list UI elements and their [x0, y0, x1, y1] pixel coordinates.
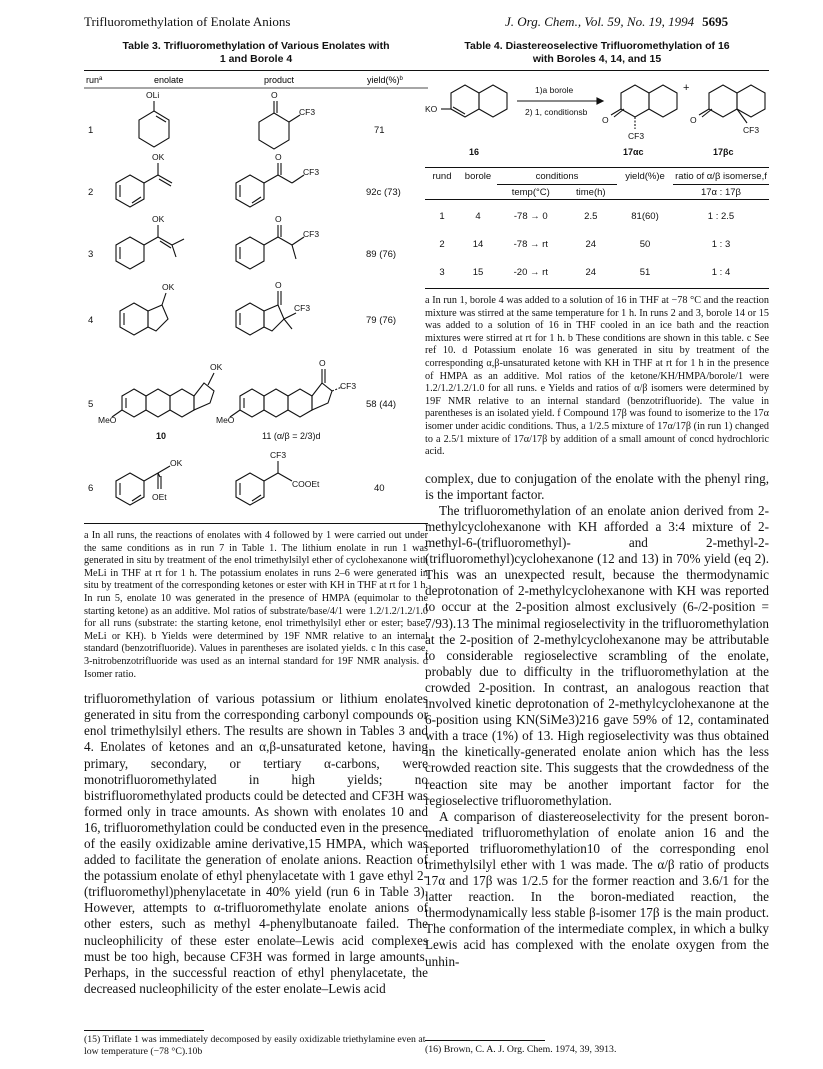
- t3-enolate-5-num: 10: [156, 431, 167, 441]
- t3-enolate-5-meo: MeO: [98, 415, 117, 425]
- t3-enolate-6-label2: OEt: [152, 492, 167, 502]
- right-body-text: [425, 471, 769, 970]
- right-paragraph-1: complex, due to conjugation of the enolate with the phenyl ring, is the important factor.: [425, 470, 769, 502]
- t3-product-3-o: O: [275, 214, 282, 224]
- row3-product-structure: [236, 225, 304, 269]
- footnote-16: (16) Brown, C. A. J. Org. Chem. 1974, 39, 3913.: [425, 1044, 617, 1055]
- t3-h-run: run$^a$: [86, 75, 103, 85]
- t3-run-4: 4: [88, 315, 94, 326]
- running-title: Trifluoromethylation of Enolate Anions: [84, 14, 291, 29]
- t3-run-1: 1: [88, 125, 94, 136]
- t3-product-5-o: O: [319, 358, 326, 368]
- row4-product-structure: [236, 291, 296, 335]
- t3-product-4-o: O: [275, 280, 282, 290]
- table3-figure: [84, 71, 428, 469]
- table4-scheme: [425, 71, 769, 167]
- t3-product-2-label: CF3: [303, 167, 320, 177]
- t3-product-5-label: CF3: [340, 381, 357, 391]
- t4-h-borole: borole: [464, 170, 492, 182]
- t4-h-ratio-sub: 17α : 17β: [700, 186, 741, 198]
- row4-enolate-structure: [120, 293, 168, 335]
- row2-product-structure: [236, 163, 304, 207]
- table4-caption: Table 4. Diastereoselective Trifluoromethylation of 16 with Boroles 4, 14, and 15: [464, 40, 730, 65]
- t3-enolate-5-label: OK: [210, 362, 223, 372]
- t3-product-6-label2: COOEt: [292, 479, 320, 489]
- t3-product-2-o: O: [275, 152, 282, 162]
- t4-step-1: 1)a borole: [535, 85, 574, 95]
- footnote-15: (15) Triflate 1 was immediately decomposed by easily oxidizable triethylamine even at low temperature (−78 °C).10b: [84, 1034, 426, 1057]
- t4-p1-o: O: [602, 115, 609, 125]
- right-paragraph-3: A comparison of diastereoselectivity for the present boron-mediated trifluoromethylation of enolate anion 16 and the reported trifluoromethylation10 of the corresponding enol trimethylsilyl ether with 1 was made. The α/β ratio of products 17α and 17β was 1/2.5 for the former reaction and 3.6/1 for the latter reaction. In the boron-mediated reaction, the thermodynamically less stable β-isomer 17β is the main product. The conformation of the intermediate complex, in which a bulky Lewis acid has complexed with the enolate oxygen from the unhin-: [425, 808, 769, 969]
- table4-data: [425, 168, 769, 286]
- t3-h-yield: yield(%)$^b$: [367, 75, 403, 85]
- t4-p2-o: O: [690, 115, 697, 125]
- t3-enolate-4-label: OK: [162, 282, 175, 292]
- left-paragraph-1: trifluoromethylation of various potassium or lithium enolates generated in situ from the corresponding carbonyl compounds or enol trimethylsilyl ethers. The results are shown in Tables 3 and 4. Enolates of ketones and an α,β-unsaturated ketone, having primary, secondary, or tertiary α-carbons, were monotrifluoromethylated in high yields; no bistrifluoromethylated products could be detected and CF3H was formed only in trace amounts. As shown with enolates 10 and 16, trifluoromethylation could be conducted even in the presence of the easily oxidizable amine derivative,15 HMPA, which was added to facilitate the generation of enolate anions. Reaction of the potassium enolate of ethyl phenylacetate with 1 gave ethyl 2-(trifluoromethyl)phenylacetate in 40% yield (run 6 in Table 3). However, attempts to α-trifluoromethylate enolate anions of other esters, such as methyl 4-phenylbutanoate failed. The nucleophilicity of these ester enolate–Lewis acid complexes must be too high, because CF3H was formed in large amounts. Perhaps, in the successful reaction of ethyl phenylacetate, the decreased nucleophilicity of the ester enolate–Lewis acid: [84, 691, 428, 996]
- t3-h-enolate: enolate: [154, 75, 184, 85]
- t3-h-product: product: [264, 75, 295, 85]
- t4-h-run: rund: [432, 170, 452, 182]
- t3-product-3-label: CF3: [303, 229, 320, 239]
- t4-p2-cf3: CF3: [743, 125, 760, 135]
- row1-product-structure: [259, 101, 300, 149]
- row2-enolate-structure: [116, 163, 172, 207]
- t3-yield-3: 89 (76): [366, 249, 397, 260]
- t4-p1-num: 17αc: [623, 147, 644, 157]
- t3-run-2: 2: [88, 187, 94, 198]
- right-paragraph-2: The trifluoromethylation of an enolate anion derived from 2-methylcyclohexanone with KH afforded a 3:4 mixture of 2-methyl-6-(trifluoromethyl)- and 2-methyl-2-(trifluoromethyl)cyclohexanone (12 and 13) in 70% yield (eq 2). This was an unexpected result, because the thermodynamic deprotonation of 2-methylcyclohexanone with KH was reported to occur at the 2-position almost exclusively (6-/2-position = 7/93).13 The minimal regioselectivity in the trifluoromethylation at the 2-position of 2-methylcyclohexanone may be attributable to considerable regioselective scrambling of the enolate, probably due to difficulty in the trifluoromethylation at the crowded 2-position. In contrast, an analogous reaction that involved kinetic deprotonation of 2-methylcyclohexanone at the 6-position using KN(SiMe3)216 gave 59% of 12, contaminated with a trace (1%) of 13. High regioselectivity was thus obtained in the kinetically-generated enolate anion which has the less crowded reaction site. This suggests that the crowdedness of the reaction site may be another important factor for the regioselective trifluoromethylation.: [425, 502, 769, 808]
- journal-name: J. Org. Chem., Vol. 59, No. 19, 1994: [505, 14, 695, 29]
- t4-h-time: time(h): [576, 186, 606, 198]
- table-row: 1 4 -78 → 0 2.5 81(60) 1 : 2.5: [439, 210, 735, 222]
- t3-enolate-6-label: OK: [170, 458, 183, 468]
- t3-yield-1: 71: [374, 125, 385, 136]
- t3-yield-4: 79 (76): [366, 315, 397, 326]
- t3-enolate-3-label: OK: [152, 214, 165, 224]
- left-column: [84, 40, 428, 1057]
- t3-run-5: 5: [88, 399, 94, 410]
- page-number: 5695: [702, 14, 729, 29]
- t4-p1-cf3: CF3: [628, 131, 645, 141]
- t3-run-6: 6: [88, 483, 94, 494]
- left-body-text: [84, 691, 428, 997]
- t4-h-temp: temp(°C): [511, 186, 550, 198]
- t4-step-2: 2) 1, conditionsb: [525, 107, 588, 117]
- right-column: [425, 40, 769, 1055]
- table3-row6: [84, 449, 428, 521]
- t3-product-5-num: 11 (α/β = 2/3)d: [262, 431, 321, 441]
- t4-h-yield: yield(%)e: [625, 170, 665, 182]
- t3-product-4-label: CF3: [294, 303, 311, 313]
- journal-citation: [505, 14, 728, 30]
- table3-caption: Table 3. Trifluoromethylation of Various Enolates with 1 and Borole 4: [122, 40, 390, 65]
- table4-footnote: a In run 1, borole 4 was added to a solution of 16 in THF at −78 °C and the reaction mixture was stirred at the same temperature for 1 h. In runs 2 and 3, borole 14 or 15 was added to a solution of 16 in THF cooled in an ice bath and the reaction mixtures were stirred at rt for 1 h. b These conditions are shown in this table. c See ref 10. d Potassium enolate 16 was generated in situ by treatment of the corresponding α,β-unsaturated ketone with KH in THF at rt for 1 h in the presence of HMPA as an additive. Mol ratios of the ketone/KH/HMPA/borole/1 were 1.2/1.2/1.2/1.0 for all runs. e Yields and ratios of α/β isomers were determined by 19F NMR relative to an internal standard (benzotrifluoride). The value in parentheses is an isolated yield. f Compound 17β was found to isomerize to the 17α isomer under acidic conditions. Thus, a 1/2.5 mixture of 17α/17β (in run 1) changed to a 2.5/1 mixture of 17α/17β by addition of a small amount of concd hydrochloric acid.: [425, 295, 769, 458]
- t3-product-1-o: O: [271, 90, 278, 100]
- t3-yield-5: 58 (44): [366, 399, 397, 410]
- t4-reactant-num: 16: [469, 147, 480, 157]
- t3-yield-2: 92c (73): [366, 187, 401, 198]
- t3-enolate-2-label: OK: [152, 152, 165, 162]
- table3-footnote: a In all runs, the reactions of enolates with 4 followed by 1 were carried out under the same conditions as in run 7 in Table 1. The lithium enolate in run 1 was generated in situ by treatment of the enol trimethylsilyl ether of cyclohexanone with MeLi in THF at rt for 1 h. The potassium enolates in runs 2–6 were generated in situ by treatment of the corresponding ketones or ester with KH in THF at rt for 1 h. In run 5, enolate 10 was generated in the presence of HMPA (equimolar to the starting ketone) as an additive. Mol ratios of substrate/base/4/1 were 1.2/1.2/1.2/1.0 for all runs (substrate: the starting ketone, enol trimethylsilyl ether or ester; base: MeLi or KH). b Yields were determined by 19F NMR relative to an internal standard (benzotrifluoride). Values in parentheses are isolated yields. c In this case, 3-nitrobenzotrifluoride was used as an internal standard for 19F NMR analysis. d Isomer ratio.: [84, 530, 428, 680]
- table-row: 2 14 -78 → rt 24 50 1 : 3: [439, 238, 731, 250]
- t3-run-3: 3: [88, 249, 94, 260]
- t4-plus: +: [683, 82, 690, 94]
- row5-enolate-structure: [112, 373, 214, 417]
- row3-enolate-structure: [116, 225, 184, 269]
- t4-reactant-ko: KO: [425, 104, 438, 114]
- row1-enolate-structure: [139, 101, 169, 147]
- t3-enolate-1-label: OLi: [146, 90, 160, 100]
- table-row: 3 15 -20 → rt 24 51 1 : 4: [439, 266, 731, 278]
- t4-h-ratio: ratio of α/β isomerse,f: [673, 168, 769, 185]
- t4-p2-num: 17βc: [713, 147, 734, 157]
- t4-h-conditions: conditions: [497, 168, 617, 185]
- t3-yield-6: 40: [374, 483, 385, 494]
- t3-product-5-meo: MeO: [216, 415, 235, 425]
- row5-product-structure: [230, 369, 342, 417]
- t3-product-1-label: CF3: [299, 107, 316, 117]
- t3-product-6-label: CF3: [270, 450, 287, 460]
